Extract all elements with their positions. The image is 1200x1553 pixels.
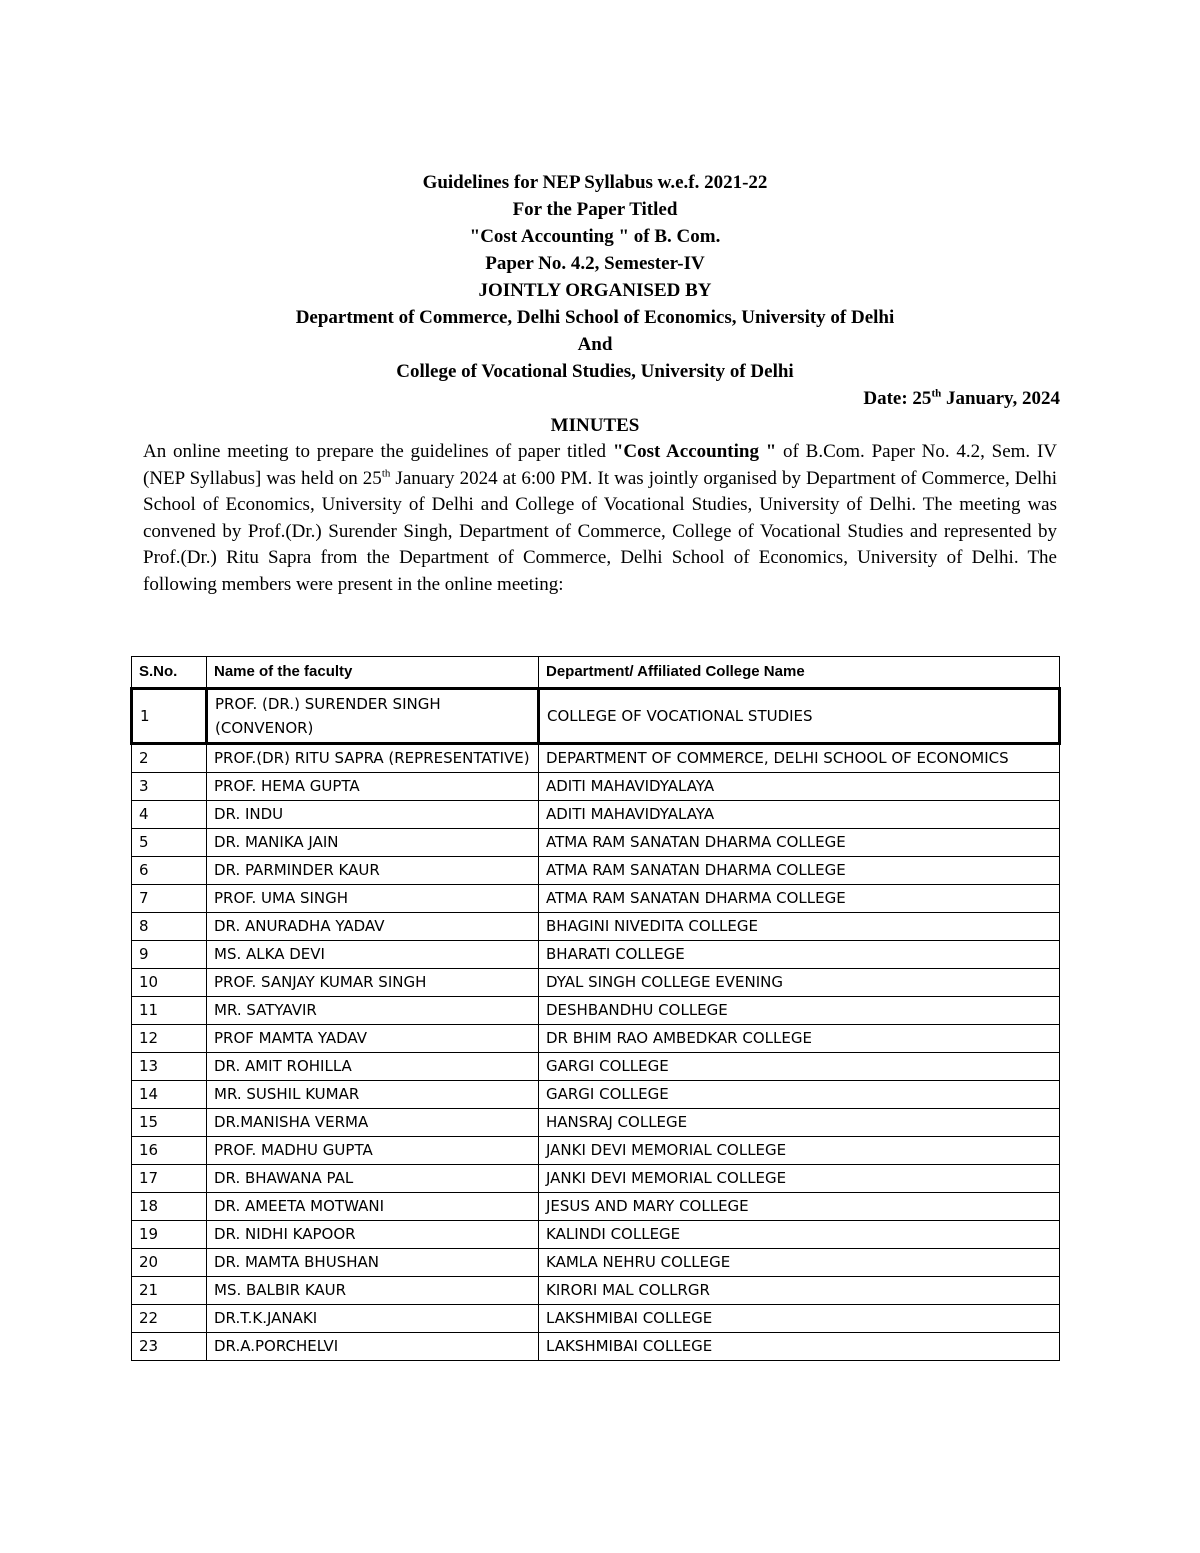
and-line: And bbox=[577, 334, 613, 355]
name-cell: PROF. (DR.) SURENDER SINGH (CONVENOR) bbox=[207, 689, 539, 744]
table-row bbox=[132, 1193, 1060, 1221]
table-header-row bbox=[132, 657, 1060, 689]
college-cell: JANKI DEVI MEMORIAL COLLEGE bbox=[539, 1165, 1060, 1193]
minutes-paragraph bbox=[143, 439, 1057, 599]
name-cell: DR. PARMINDER KAUR bbox=[207, 857, 539, 885]
sno-cell: 7 bbox=[132, 885, 207, 913]
table-row bbox=[132, 885, 1060, 913]
name-cell: DR. BHAWANA PAL bbox=[207, 1165, 539, 1193]
name-cell: DR.A.PORCHELVI bbox=[207, 1333, 539, 1361]
name-cell: PROF. SANJAY KUMAR SINGH bbox=[207, 969, 539, 997]
organiser-1: Department of Commerce, Delhi School of Economics, University of Delhi bbox=[295, 307, 895, 328]
table-row bbox=[132, 1109, 1060, 1137]
name-cell: DR. AMEETA MOTWANI bbox=[207, 1193, 539, 1221]
paper-number: Paper No. 4.2, Semester-IV bbox=[485, 253, 705, 274]
sno-cell: 15 bbox=[132, 1109, 207, 1137]
table-row bbox=[132, 941, 1060, 969]
college-cell: KIRORI MAL COLLRGR bbox=[539, 1277, 1060, 1305]
meeting-date bbox=[130, 385, 1060, 412]
college-cell: COLLEGE OF VOCATIONAL STUDIES bbox=[539, 689, 1060, 744]
table-row bbox=[132, 744, 1060, 773]
name-cell: DR.MANISHA VERMA bbox=[207, 1109, 539, 1137]
name-cell: PROF.(DR) RITU SAPRA (REPRESENTATIVE) bbox=[207, 744, 539, 773]
college-cell: DYAL SINGH COLLEGE EVENING bbox=[539, 969, 1060, 997]
title-line: Guidelines for NEP Syllabus w.e.f. 2021-22 bbox=[422, 172, 768, 193]
college-cell: HANSRAJ COLLEGE bbox=[539, 1109, 1060, 1137]
college-cell: ATMA RAM SANATAN DHARMA COLLEGE bbox=[539, 857, 1060, 885]
table-row bbox=[132, 689, 1060, 744]
sno-cell: 5 bbox=[132, 829, 207, 857]
college-cell: JANKI DEVI MEMORIAL COLLEGE bbox=[539, 1137, 1060, 1165]
date-prefix: Date: 25 bbox=[863, 388, 932, 409]
table-row bbox=[132, 1025, 1060, 1053]
college-cell: ADITI MAHAVIDYALAYA bbox=[539, 773, 1060, 801]
table-row bbox=[132, 1305, 1060, 1333]
name-cell: MR. SATYAVIR bbox=[207, 997, 539, 1025]
sno-cell: 3 bbox=[132, 773, 207, 801]
table-row bbox=[132, 773, 1060, 801]
sno-cell: 19 bbox=[132, 1221, 207, 1249]
para-sup: th bbox=[381, 467, 391, 480]
sno-cell: 14 bbox=[132, 1081, 207, 1109]
college-cell: LAKSHMIBAI COLLEGE bbox=[539, 1305, 1060, 1333]
college-cell: BHARATI COLLEGE bbox=[539, 941, 1060, 969]
date-suffix: January, 2024 bbox=[941, 388, 1060, 409]
name-cell: DR.T.K.JANAKI bbox=[207, 1305, 539, 1333]
sno-cell: 4 bbox=[132, 801, 207, 829]
college-cell: BHAGINI NIVEDITA COLLEGE bbox=[539, 913, 1060, 941]
name-cell: PROF. UMA SINGH bbox=[207, 885, 539, 913]
sno-cell: 2 bbox=[132, 744, 207, 773]
college-cell: GARGI COLLEGE bbox=[539, 1053, 1060, 1081]
table-row bbox=[132, 1249, 1060, 1277]
sno-cell: 13 bbox=[132, 1053, 207, 1081]
college-cell: GARGI COLLEGE bbox=[539, 1081, 1060, 1109]
organiser-2: College of Vocational Studies, University of Delhi bbox=[396, 361, 794, 382]
name-cell: DR. NIDHI KAPOOR bbox=[207, 1221, 539, 1249]
college-cell: JESUS AND MARY COLLEGE bbox=[539, 1193, 1060, 1221]
name-cell: PROF. MADHU GUPTA bbox=[207, 1137, 539, 1165]
table-row bbox=[132, 1333, 1060, 1361]
col-college: Department/ Affiliated College Name bbox=[539, 657, 1060, 689]
organised-by: JOINTLY ORGANISED BY bbox=[478, 280, 712, 301]
name-cell: DR. AMIT ROHILLA bbox=[207, 1053, 539, 1081]
date-sup: th bbox=[931, 387, 942, 400]
name-cell: PROF MAMTA YADAV bbox=[207, 1025, 539, 1053]
table-row bbox=[132, 1165, 1060, 1193]
college-cell: ATMA RAM SANATAN DHARMA COLLEGE bbox=[539, 829, 1060, 857]
sno-cell: 6 bbox=[132, 857, 207, 885]
col-sno: S.No. bbox=[132, 657, 207, 689]
name-cell: DR. MAMTA BHUSHAN bbox=[207, 1249, 539, 1277]
table-row bbox=[132, 801, 1060, 829]
sno-cell: 18 bbox=[132, 1193, 207, 1221]
sno-cell: 10 bbox=[132, 969, 207, 997]
sno-cell: 21 bbox=[132, 1277, 207, 1305]
paper-title: "Cost Accounting " of B. Com. bbox=[469, 226, 721, 247]
table-row bbox=[132, 1277, 1060, 1305]
sno-cell: 11 bbox=[132, 997, 207, 1025]
sno-cell: 20 bbox=[132, 1249, 207, 1277]
college-cell: DEPARTMENT OF COMMERCE, DELHI SCHOOL OF ECONOMICS bbox=[539, 744, 1060, 773]
table-row bbox=[132, 1221, 1060, 1249]
college-cell: KALINDI COLLEGE bbox=[539, 1221, 1060, 1249]
table-row bbox=[132, 1137, 1060, 1165]
table-row bbox=[132, 997, 1060, 1025]
minutes-heading: MINUTES bbox=[550, 415, 640, 436]
college-cell: ATMA RAM SANATAN DHARMA COLLEGE bbox=[539, 885, 1060, 913]
col-name: Name of the faculty bbox=[207, 657, 539, 689]
name-cell: MS. ALKA DEVI bbox=[207, 941, 539, 969]
para-text: of B.Com. Paper No. 4.2, Sem. IV (NEP Syllabus] was held on 25 bbox=[143, 441, 1057, 489]
sno-cell: 12 bbox=[132, 1025, 207, 1053]
college-cell: DR BHIM RAO AMBEDKAR COLLEGE bbox=[539, 1025, 1060, 1053]
table-row bbox=[132, 1081, 1060, 1109]
sno-cell: 22 bbox=[132, 1305, 207, 1333]
sno-cell: 23 bbox=[132, 1333, 207, 1361]
college-cell: LAKSHMIBAI COLLEGE bbox=[539, 1333, 1060, 1361]
table-row bbox=[132, 913, 1060, 941]
college-cell: ADITI MAHAVIDYALAYA bbox=[539, 801, 1060, 829]
college-cell: KAMLA NEHRU COLLEGE bbox=[539, 1249, 1060, 1277]
college-cell: DESHBANDHU COLLEGE bbox=[539, 997, 1060, 1025]
para-bold: "Cost Accounting " bbox=[612, 441, 777, 462]
name-cell: DR. MANIKA JAIN bbox=[207, 829, 539, 857]
table-row bbox=[132, 969, 1060, 997]
sno-cell: 9 bbox=[132, 941, 207, 969]
name-cell: DR. ANURADHA YADAV bbox=[207, 913, 539, 941]
table-row bbox=[132, 829, 1060, 857]
name-cell: MS. BALBIR KAUR bbox=[207, 1277, 539, 1305]
sno-cell: 16 bbox=[132, 1137, 207, 1165]
members-table bbox=[130, 656, 1061, 1361]
table-row bbox=[132, 857, 1060, 885]
para-text: January 2024 at 6:00 PM. It was jointly organised by Department of Commerce, Delhi School of Economics, University of Delhi and College of Vocational Studies, University of Delhi. The meeting was convened by Prof.(Dr.) Surender Singh, Department of Commerce, College of Vocational Studies and represented by Prof.(Dr.) Ritu Sapra from the Department of Commerce, Delhi School of Economics, University of Delhi. The following members were present in the online meeting: bbox=[143, 467, 1057, 595]
sno-cell: 1 bbox=[132, 689, 207, 744]
sno-cell: 8 bbox=[132, 913, 207, 941]
document-header bbox=[130, 169, 1060, 439]
subtitle-line: For the Paper Titled bbox=[512, 199, 678, 220]
sno-cell: 17 bbox=[132, 1165, 207, 1193]
name-cell: DR. INDU bbox=[207, 801, 539, 829]
table-row bbox=[132, 1053, 1060, 1081]
para-text: An online meeting to prepare the guidelines of paper titled bbox=[143, 441, 613, 462]
name-cell: PROF. HEMA GUPTA bbox=[207, 773, 539, 801]
name-cell: MR. SUSHIL KUMAR bbox=[207, 1081, 539, 1109]
